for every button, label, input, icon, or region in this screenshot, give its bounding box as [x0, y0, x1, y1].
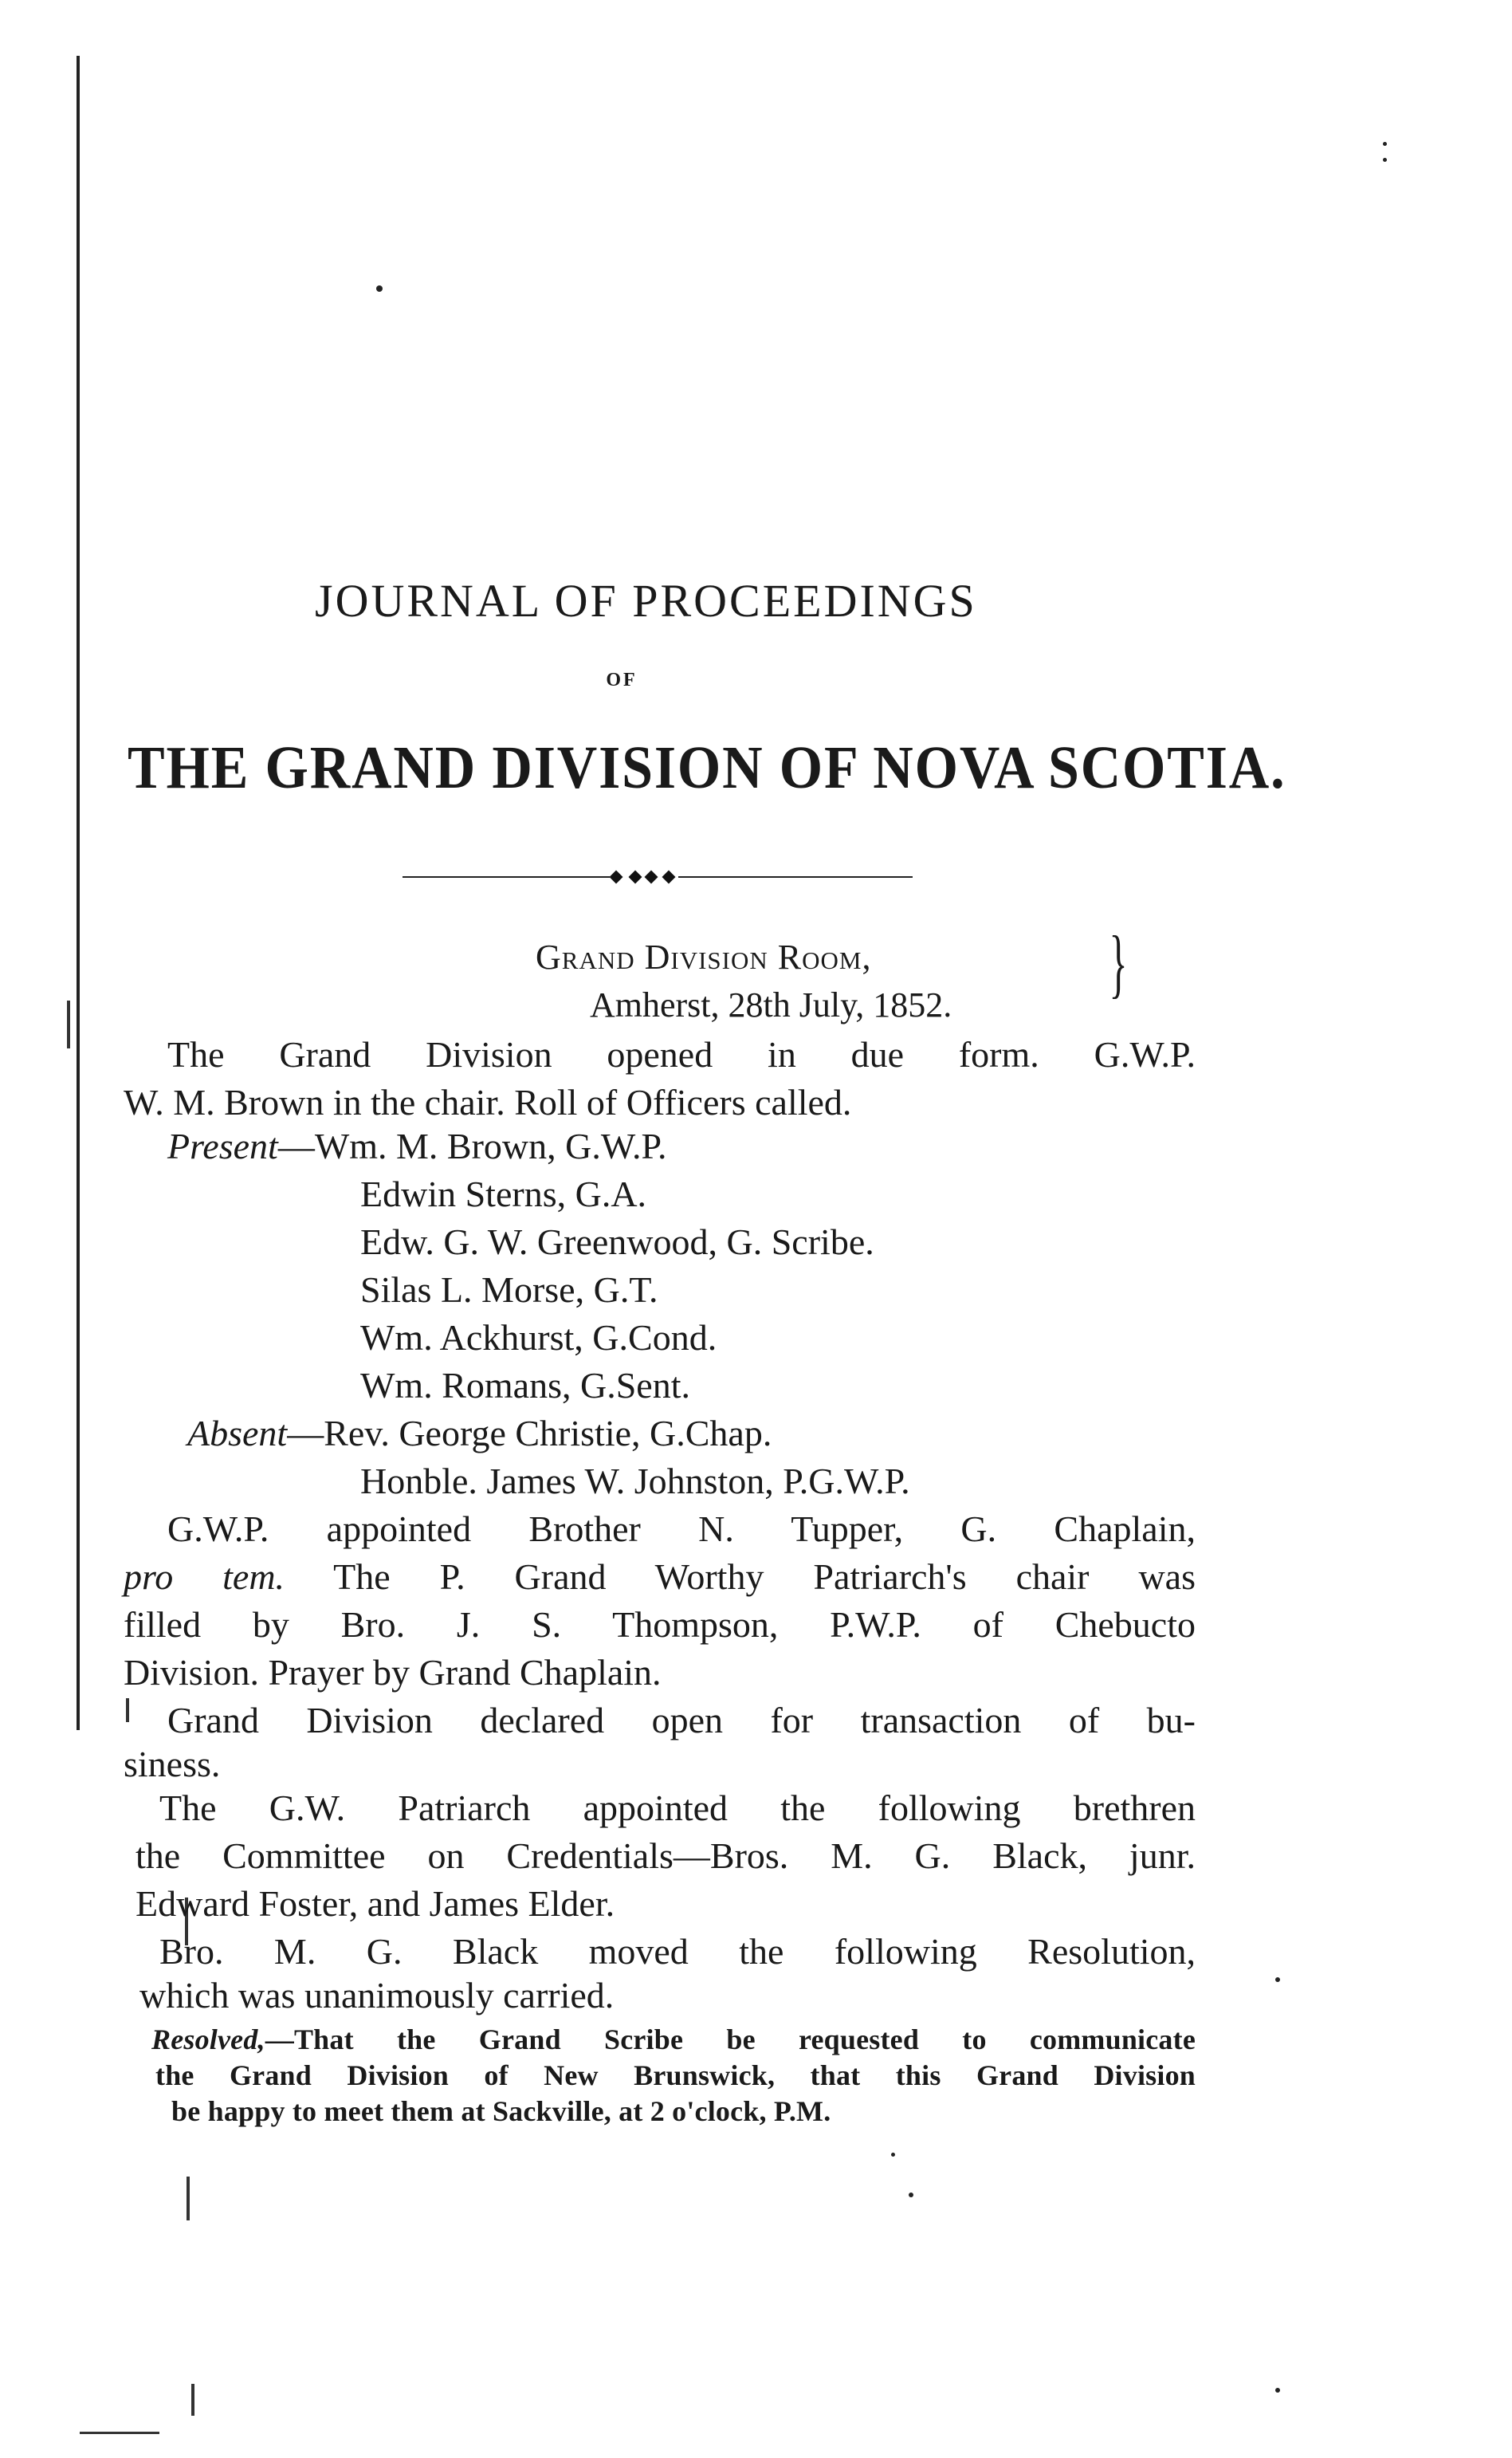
paragraph-line: Division. Prayer by Grand Chaplain. [124, 1652, 662, 1693]
pro-tem: pro tem. [124, 1556, 285, 1597]
binding-edge-line [77, 56, 80, 1730]
binding-edge-mark [67, 1001, 70, 1048]
resolved-label: Resolved, [151, 2023, 265, 2055]
present-officer: Edwin Sterns, G.A. [360, 1174, 647, 1214]
meeting-room: Grand Division Room, [536, 938, 872, 977]
paragraph-line: which was unanimously carried. [139, 1975, 615, 2016]
present-officer: Silas L. Morse, G.T. [360, 1269, 658, 1310]
present-first-line [167, 1128, 667, 1165]
paragraph-rest: The P. Grand Worthy Patriarch's chair was [285, 1556, 1196, 1597]
absent-first: —Rev. George Christie, G.Chap. [287, 1413, 772, 1453]
opening-line: W. M. Brown in the chair. Roll of Officers called. [124, 1082, 852, 1123]
title-connector: OF [606, 670, 638, 690]
present-label: Present [167, 1126, 278, 1166]
present-officer: Wm. Ackhurst, G.Cond. [360, 1317, 717, 1358]
scan-speck [1383, 142, 1387, 146]
binding-edge-mark [191, 2384, 194, 2416]
paragraph-line [124, 1556, 1196, 1597]
absent-officer: Honble. James W. Johnston, P.G.W.P. [360, 1461, 910, 1501]
paragraph-line: the Committee on Credentials—Bros. M. G. Black, junr. [135, 1835, 1196, 1876]
resolution-line [151, 2025, 1196, 2054]
resolution-line: the Grand Division of New Brunswick, that this Grand Division [155, 2059, 1196, 2091]
opening-line: The Grand Division opened in due form. G.W.P. [167, 1034, 1196, 1075]
present-officer: Edw. G. W. Greenwood, G. Scribe. [360, 1221, 874, 1262]
present-first: —Wm. M. Brown, G.W.P. [277, 1126, 667, 1166]
paragraph-line: siness. [124, 1744, 221, 1784]
present-officer: Wm. Romans, G.Sent. [360, 1365, 690, 1406]
scan-speck [376, 285, 383, 292]
scan-speck [1275, 2388, 1280, 2393]
binding-edge-mark [126, 1698, 129, 1722]
paragraph-line: filled by Bro. J. S. Thompson, P.W.P. of Chebucto [124, 1604, 1196, 1645]
absent-first-line [187, 1415, 772, 1452]
grand-division-title: THE GRAND DIVISION OF NOVA SCOTIA. [128, 734, 1286, 801]
ornamental-rule [403, 869, 913, 885]
resolution-rest: —That the Grand Scribe be requested to communicate [265, 2023, 1196, 2055]
scan-speck [1275, 1977, 1280, 1982]
binding-edge-mark [80, 2432, 159, 2434]
scan-speck [909, 2193, 913, 2197]
scan-speck [891, 2153, 895, 2157]
paragraph-line: Grand Division declared open for transaction of bu- [167, 1700, 1196, 1740]
meeting-date: Amherst, 28th July, 1852. [590, 985, 952, 1024]
journal-title: JOURNAL OF PROCEEDINGS [315, 575, 977, 627]
binding-edge-mark [187, 2177, 190, 2220]
paragraph-line: Bro. M. G. Black moved the following Resolution, [159, 1931, 1196, 1972]
paragraph-line: Edward Foster, and James Elder. [135, 1883, 615, 1924]
paragraph-line: G.W.P. appointed Brother N. Tupper, G. Chaplain, [167, 1508, 1196, 1549]
absent-label: Absent [187, 1413, 288, 1453]
paragraph-line: The G.W. Patriarch appointed the following brethren [159, 1787, 1196, 1828]
resolution-line: be happy to meet them at Sackville, at 2 o'clock, P.M. [171, 2095, 831, 2127]
scan-speck [1383, 158, 1387, 162]
brace-glyph: } [1109, 920, 1128, 1005]
